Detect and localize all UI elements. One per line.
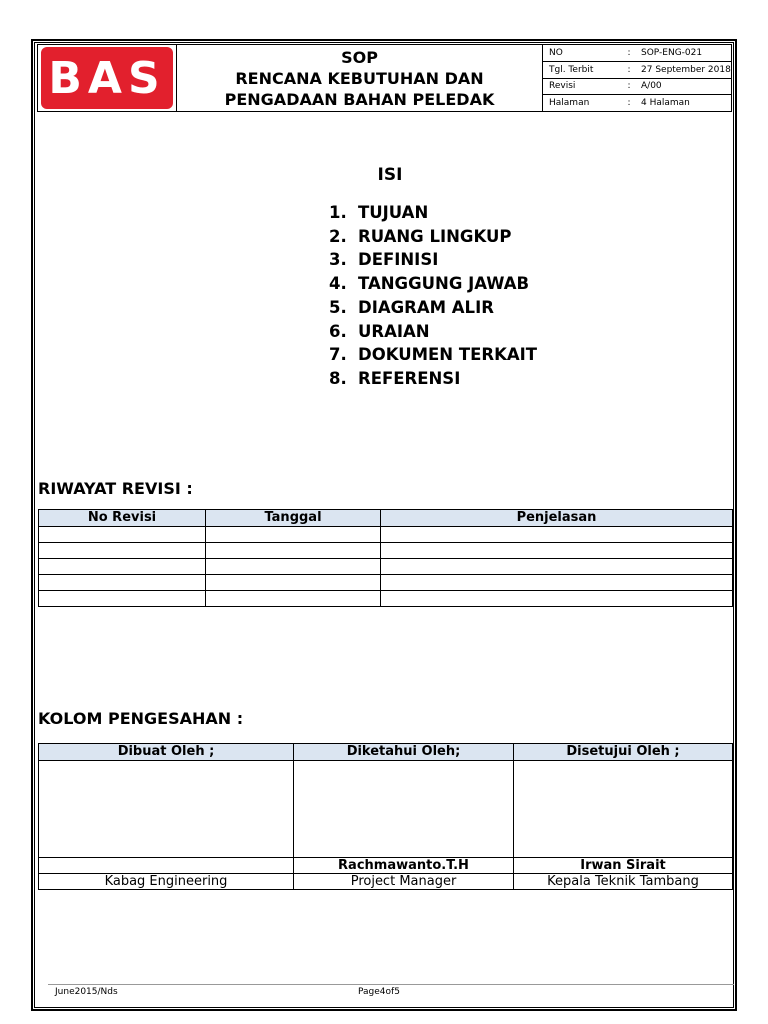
toc-item [329,320,537,344]
toc-item [329,248,537,272]
table-header-row [39,510,733,527]
column-header: Diketahui Oleh; [294,744,514,761]
footer-divider [48,984,734,985]
table-header-row [39,744,733,761]
signature-cell [294,761,514,858]
table-cell [39,543,206,559]
meta-colon: : [627,98,631,109]
meta-label: Halaman [549,98,590,109]
column-header: Penjelasan [381,510,733,527]
signature-cell [514,761,733,858]
meta-label: Tgl. Terbit [549,64,594,75]
toc-label: REFERENSI [358,368,461,388]
table-cell [206,591,381,607]
table-cell [206,575,381,591]
table-cell [381,575,733,591]
title-line-3: PENGADAAN BAHAN PELEDAK [224,89,495,109]
table-of-contents [329,201,537,391]
approval-table [38,743,733,890]
bas-logo [41,47,173,109]
toc-number: 1. [329,203,347,222]
role-row [39,874,733,890]
toc-label: DEFINISI [358,250,439,270]
toc-number: 8. [329,368,347,388]
toc-item [329,296,537,320]
footer-left-text: June2015/Nds [55,987,118,997]
meta-row-no [543,45,731,62]
column-header: Tanggal [206,510,381,527]
table-cell [39,559,206,575]
meta-value: SOP-ENG-021 [641,47,703,58]
document-header [37,44,732,112]
logo-cell [38,45,177,111]
meta-label: NO [549,47,563,58]
signer-role: Kepala Teknik Tambang [514,874,733,890]
signature-row [39,761,733,858]
table-row [39,591,733,607]
meta-value: A/00 [641,81,662,92]
revision-history-table [38,509,733,607]
column-header: No Revisi [39,510,206,527]
meta-row-revision [543,79,731,96]
table-cell [39,591,206,607]
toc-label: DOKUMEN TERKAIT [358,345,538,365]
toc-item [329,343,537,367]
table-cell [381,559,733,575]
table-cell [206,559,381,575]
table-row [39,559,733,575]
meta-row-pages [543,95,731,111]
column-header: Dibuat Oleh ; [39,744,294,761]
contents-title: ISI [377,165,403,185]
toc-item [329,272,537,296]
approval-title: KOLOM PENGESAHAN : [38,709,244,728]
title-line-1: SOP [341,47,378,67]
document-title [177,45,543,111]
toc-number: 7. [329,345,347,365]
toc-number: 5. [329,297,347,317]
toc-label: URAIAN [358,321,430,341]
meta-colon: : [627,81,631,92]
toc-label: DIAGRAM ALIR [358,297,494,317]
toc-number: 3. [329,250,347,270]
table-row [39,575,733,591]
table-cell [206,543,381,559]
meta-label: Revisi [549,81,576,92]
name-row [39,858,733,874]
toc-item [329,367,537,391]
signer-name: Irwan Sirait [514,858,733,874]
toc-number: 4. [329,274,347,294]
meta-colon: : [627,64,631,75]
signer-role: Kabag Engineering [39,874,294,890]
toc-label: RUANG LINGKUP [358,226,512,246]
signer-name [39,858,294,874]
document-meta [543,45,731,111]
signer-name: Rachmawanto.T.H [294,858,514,874]
toc-number: 6. [329,321,347,341]
meta-row-date [543,62,731,79]
footer-page-number: Page4of5 [358,987,400,997]
toc-item [329,201,537,225]
revision-history-title: RIWAYAT REVISI : [38,479,193,498]
table-cell [381,591,733,607]
table-cell [381,527,733,543]
toc-label: TUJUAN [358,203,429,222]
toc-number: 2. [329,226,347,246]
table-cell [39,575,206,591]
meta-value: 4 Halaman [641,98,690,109]
meta-value: 27 September 2018 [641,64,731,75]
title-line-2: RENCANA KEBUTUHAN DAN [235,68,484,88]
table-row [39,543,733,559]
signature-cell [39,761,294,858]
table-row [39,527,733,543]
table-cell [39,527,206,543]
logo-text: BAS [48,52,166,104]
meta-colon: : [627,47,631,58]
table-cell [206,527,381,543]
toc-item [329,225,537,249]
table-cell [381,543,733,559]
column-header: Disetujui Oleh ; [514,744,733,761]
signer-role: Project Manager [294,874,514,890]
toc-label: TANGGUNG JAWAB [358,274,530,294]
